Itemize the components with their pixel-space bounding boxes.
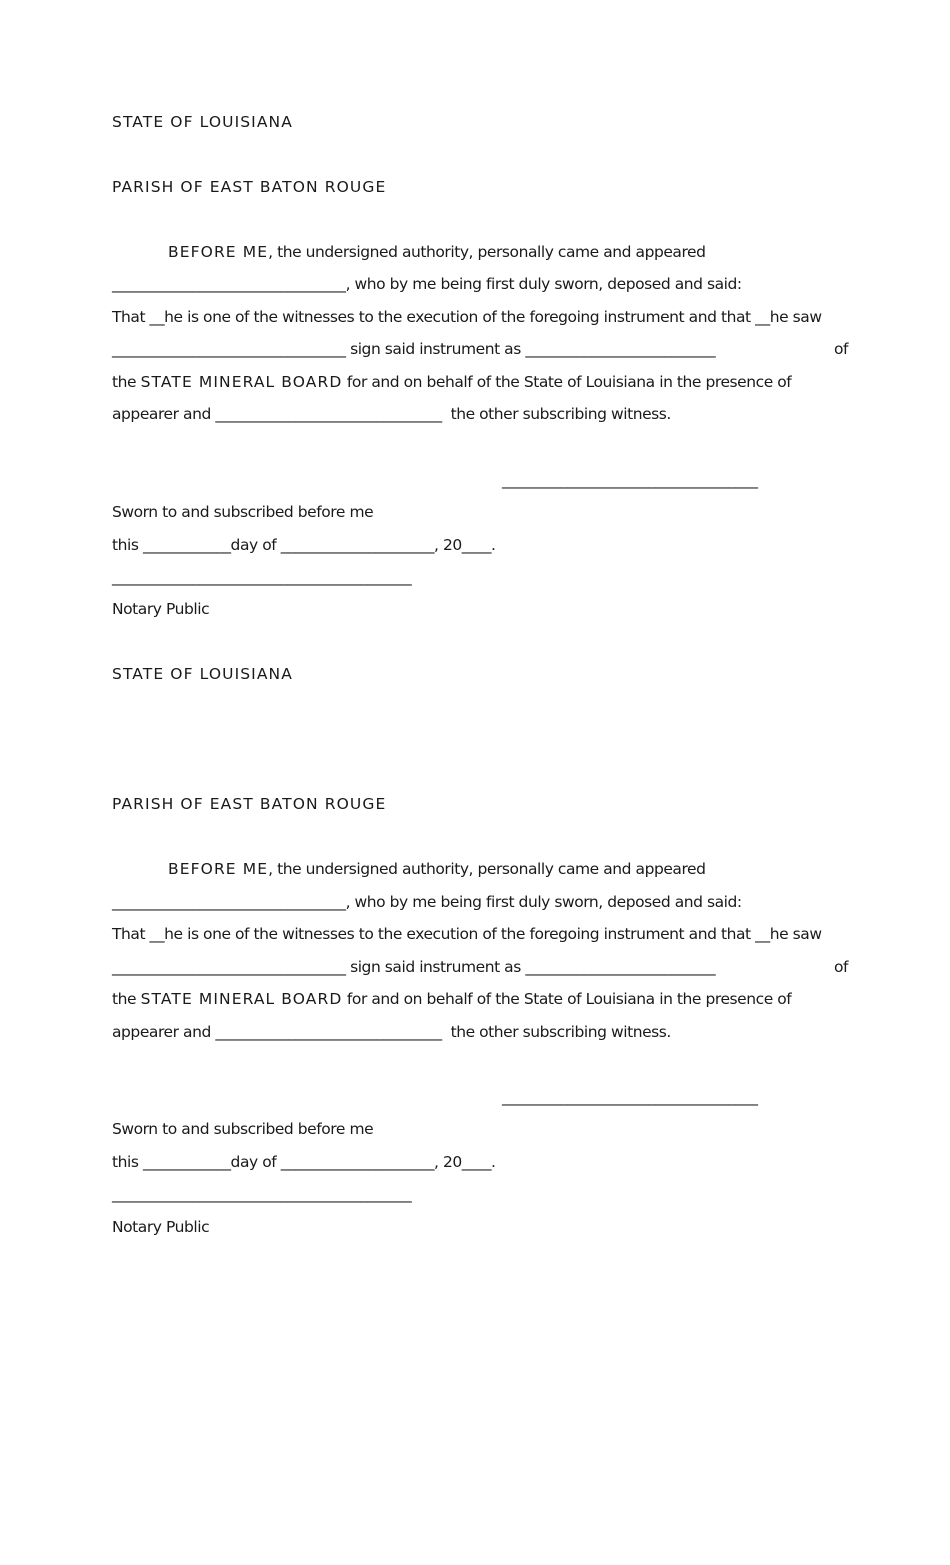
paragraph-text: ________________________________ sign said instrument as __________________________ xyxy=(112,340,716,358)
paragraph-line-6: appearer and _______________________________ the other subscribing witness. xyxy=(112,1023,671,1041)
paragraph-text: , the undersigned authority, personally came and appeared xyxy=(268,243,706,261)
state-heading: STATE OF LOUISIANA xyxy=(112,665,293,683)
signature-line: ___________________________________ xyxy=(502,471,758,489)
notary-label: Notary Public xyxy=(112,1218,210,1236)
before-me-text: BEFORE ME xyxy=(168,860,269,878)
notary-signature-line: _________________________________________ xyxy=(112,568,412,586)
paragraph-line-2: ________________________________, who by me being first duly sworn, deposed and said: xyxy=(112,275,742,293)
paragraph-line-3: That __he is one of the witnesses to the execution of the foregoing instrument and that __he saw xyxy=(112,925,822,943)
sworn-text: Sworn to and subscribed before me xyxy=(112,503,374,521)
sworn-text: Sworn to and subscribed before me xyxy=(112,1120,374,1138)
paragraph-line-5 xyxy=(112,372,791,392)
paragraph-text: the xyxy=(112,373,141,391)
paragraph-line-1 xyxy=(168,242,706,262)
paragraph-text: , the undersigned authority, personally came and appeared xyxy=(268,860,706,878)
date-line: this ____________day of _____________________, 20____. xyxy=(112,536,496,554)
parish-heading: PARISH OF EAST BATON ROUGE xyxy=(112,795,387,813)
notary-signature-line: _________________________________________ xyxy=(112,1185,412,1203)
notary-label: Notary Public xyxy=(112,600,210,618)
before-me-text: BEFORE ME xyxy=(168,243,269,261)
paragraph-line-4 xyxy=(112,957,848,977)
paragraph-text: the xyxy=(112,990,141,1008)
date-line: this ____________day of _____________________, 20____. xyxy=(112,1153,496,1171)
paragraph-line-3: That __he is one of the witnesses to the execution of the foregoing instrument and that __he saw xyxy=(112,308,822,326)
state-mineral-board-text: STATE MINERAL BOARD xyxy=(140,373,343,391)
paragraph-line-1 xyxy=(168,859,706,879)
parish-heading: PARISH OF EAST BATON ROUGE xyxy=(112,178,387,196)
signature-line: ___________________________________ xyxy=(502,1088,758,1106)
paragraph-text-end: of xyxy=(833,958,848,976)
state-mineral-board-text: STATE MINERAL BOARD xyxy=(140,990,343,1008)
paragraph-text: ________________________________ sign said instrument as __________________________ xyxy=(112,958,716,976)
state-heading: STATE OF LOUISIANA xyxy=(112,113,293,131)
paragraph-text: for and on behalf of the State of Louisiana in the presence of xyxy=(342,373,792,391)
paragraph-line-5 xyxy=(112,989,791,1009)
paragraph-line-6: appearer and _______________________________ the other subscribing witness. xyxy=(112,405,671,423)
paragraph-text: for and on behalf of the State of Louisiana in the presence of xyxy=(342,990,792,1008)
paragraph-line-2: ________________________________, who by me being first duly sworn, deposed and said: xyxy=(112,893,742,911)
paragraph-text-end: of xyxy=(833,340,848,358)
paragraph-line-4 xyxy=(112,339,848,359)
